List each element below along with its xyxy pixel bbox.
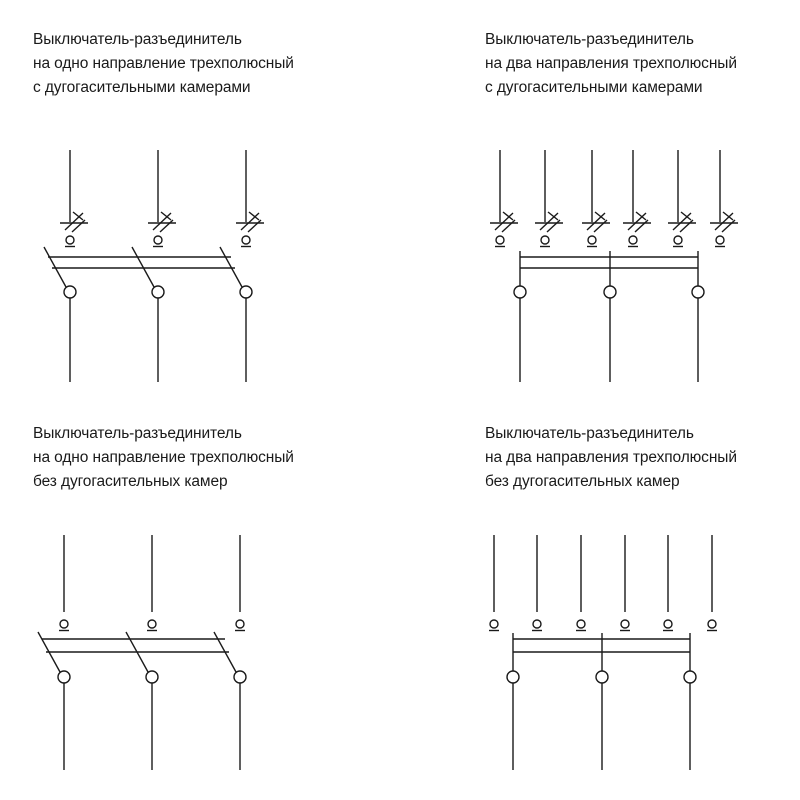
fixed-contact-circle (629, 236, 637, 244)
caption-line: Выключатель-разъединитель (485, 31, 694, 48)
arc-chamber-tick (548, 212, 558, 220)
switch-blade (220, 247, 242, 287)
arc-chamber-tick (161, 212, 171, 220)
switch-blade (44, 247, 66, 287)
fixed-contact-circle (236, 620, 244, 628)
arc-chamber-tick (723, 212, 733, 220)
fixed-contact-circle (588, 236, 596, 244)
moving-contact-pivot (514, 286, 526, 298)
moving-contact-pivot (596, 671, 608, 683)
arc-chamber-slash (495, 213, 513, 230)
fixed-contact-circle (154, 236, 162, 244)
arc-chamber-tick (503, 212, 513, 220)
arc-chamber-slash (587, 213, 605, 230)
moving-contact-pivot (684, 671, 696, 683)
switch-blade (132, 247, 154, 287)
arc-chamber-tick (249, 212, 259, 220)
arc-chamber-slash (628, 213, 646, 230)
arc-chamber-slash (715, 213, 733, 230)
arc-chamber-slash (673, 213, 691, 230)
caption-line: Выключатель-разъединитель (485, 425, 694, 442)
moving-contact-pivot (240, 286, 252, 298)
fixed-contact-circle (490, 620, 498, 628)
moving-contact-pivot (152, 286, 164, 298)
symbol-two-direction-with-arc-chambers (490, 150, 738, 382)
fixed-contact-circle (148, 620, 156, 628)
symbol-two-direction-without-arc-chambers (489, 535, 717, 770)
caption-line: Выключатель-разъединитель (33, 425, 242, 442)
moving-contact-pivot (692, 286, 704, 298)
moving-contact-pivot (64, 286, 76, 298)
arc-chamber-slash (65, 213, 83, 230)
fixed-contact-circle (541, 236, 549, 244)
arc-chamber-slash (241, 213, 259, 230)
fixed-contact-circle (60, 620, 68, 628)
symbol-single-direction-without-arc-chambers (38, 535, 246, 770)
symbol-single-direction-with-arc-chambers (44, 150, 264, 382)
caption-line: без дугогасительных камер (33, 473, 228, 490)
fixed-contact-circle (242, 236, 250, 244)
caption-line: на два направления трехполюсный (485, 449, 737, 466)
fixed-contact-circle (674, 236, 682, 244)
arc-chamber-tick (681, 212, 691, 220)
arc-chamber-tick (73, 212, 83, 220)
moving-contact-pivot (604, 286, 616, 298)
fixed-contact-circle (66, 236, 74, 244)
caption-line: с дугогасительными камерами (485, 79, 703, 96)
caption-line: на два направления трехполюсный (485, 55, 737, 72)
arc-chamber-tick (636, 212, 646, 220)
moving-contact-pivot (507, 671, 519, 683)
caption-line: на одно направление трехполюсный (33, 55, 294, 72)
caption-line: без дугогасительных камер (485, 473, 680, 490)
moving-contact-pivot (234, 671, 246, 683)
fixed-contact-circle (664, 620, 672, 628)
fixed-contact-circle (708, 620, 716, 628)
arc-chamber-slash (540, 213, 558, 230)
caption-line: с дугогасительными камерами (33, 79, 251, 96)
moving-contact-pivot (58, 671, 70, 683)
fixed-contact-circle (577, 620, 585, 628)
arc-chamber-slash (153, 213, 171, 230)
caption-line: на одно направление трехполюсный (33, 449, 294, 466)
caption-line: Выключатель-разъединитель (33, 31, 242, 48)
moving-contact-pivot (146, 671, 158, 683)
arc-chamber-tick (595, 212, 605, 220)
fixed-contact-circle (533, 620, 541, 628)
fixed-contact-circle (496, 236, 504, 244)
fixed-contact-circle (621, 620, 629, 628)
fixed-contact-circle (716, 236, 724, 244)
